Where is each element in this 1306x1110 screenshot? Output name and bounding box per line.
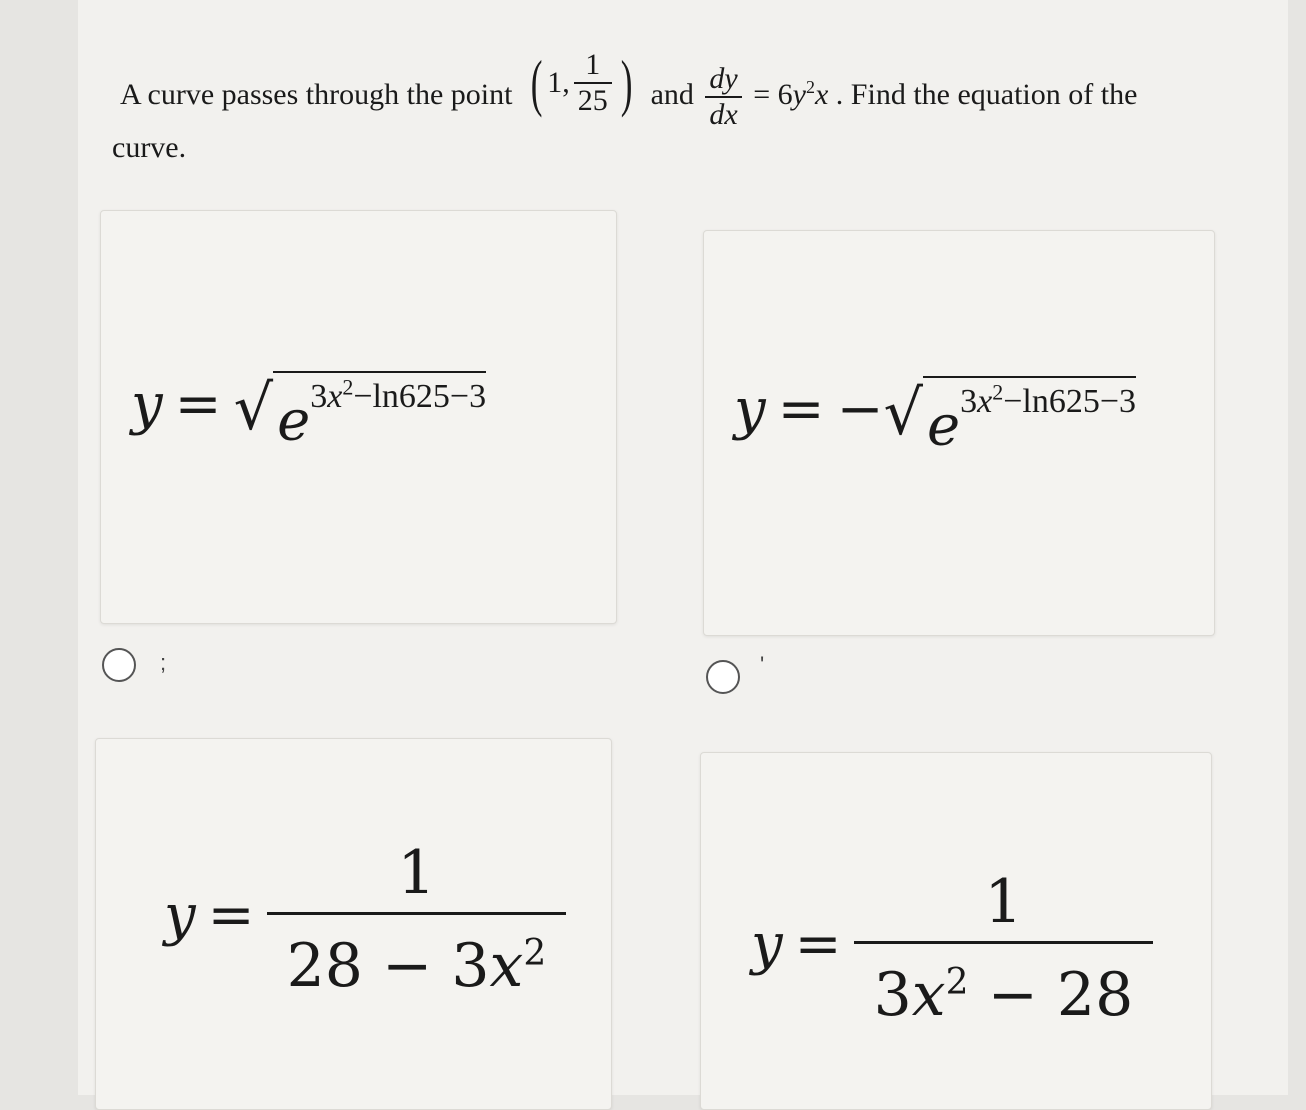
radio-option-1-label: ; (160, 650, 167, 675)
radical-sign: √ (233, 371, 274, 444)
answer-option-card-4[interactable] (700, 752, 1212, 1110)
formula-sign: − (836, 377, 884, 442)
formula-equals: = (794, 912, 842, 977)
derivative-denominator: dx (705, 96, 741, 132)
answer-option-card-2[interactable] (703, 230, 1215, 636)
exponent: 3x2−ln625−3 (960, 380, 1137, 421)
answer-formula-4 (751, 863, 1153, 1034)
derivative-fraction (705, 62, 741, 132)
right-paren: ) (620, 47, 633, 118)
point-expression (526, 48, 637, 118)
derivative-rhs (753, 78, 836, 111)
derivative-exponent: 2 (805, 77, 815, 97)
point-y-fraction (574, 48, 612, 118)
radical-sign: √ (883, 376, 923, 449)
formula-equals: = (777, 377, 825, 442)
question-instruction: . Find the equation of the (835, 78, 1138, 111)
fraction-numerator: 1 (397, 838, 436, 908)
formula-fraction (854, 863, 1154, 1034)
point-y-numerator: 1 (585, 48, 601, 81)
formula-equals: = (207, 883, 255, 948)
formula-lhs: y (751, 912, 783, 977)
formula-lhs: y (131, 372, 163, 437)
formula-lhs: y (734, 377, 766, 442)
question-line-1 (120, 48, 1137, 132)
question-and: and (650, 78, 694, 111)
answer-formula-1 (131, 371, 486, 453)
formula-fraction (267, 834, 567, 1005)
radio-option-2[interactable] (706, 660, 740, 694)
derivative-x: x (814, 78, 829, 111)
fraction-numerator: 1 (984, 867, 1023, 937)
question-line-2: curve. (112, 131, 187, 164)
left-paren: ( (530, 47, 543, 118)
answer-formula-2 (734, 376, 1136, 458)
derivative-numerator: dy (709, 62, 738, 96)
exponent: 3x2−ln625−3 (310, 375, 487, 416)
answer-option-card-3[interactable] (95, 738, 612, 1110)
point-x: 1, (547, 66, 570, 99)
question-intro: A curve passes through the point (120, 78, 513, 111)
radicand: $e^{3x^2-ln625-3}$ (923, 376, 1136, 458)
answer-formula-3 (164, 834, 566, 1005)
square-root (883, 376, 1136, 458)
formula-equals: = (174, 372, 222, 437)
fraction-denominator: $3x^2 - 28$ (854, 941, 1154, 1034)
point-y-denominator: 25 (574, 82, 612, 118)
radicand: $e^{3x^2-ln625-3}$ (273, 371, 486, 453)
derivative-coefficient: = 6 (753, 78, 793, 111)
derivative-y: y (792, 78, 806, 111)
square-root (234, 371, 487, 453)
radio-option-2-label: ' (760, 652, 765, 677)
radio-option-1[interactable] (102, 648, 136, 682)
fraction-denominator: $28 - 3x^2$ (267, 912, 567, 1005)
answer-option-card-1[interactable] (100, 210, 617, 624)
formula-lhs: y (164, 883, 196, 948)
